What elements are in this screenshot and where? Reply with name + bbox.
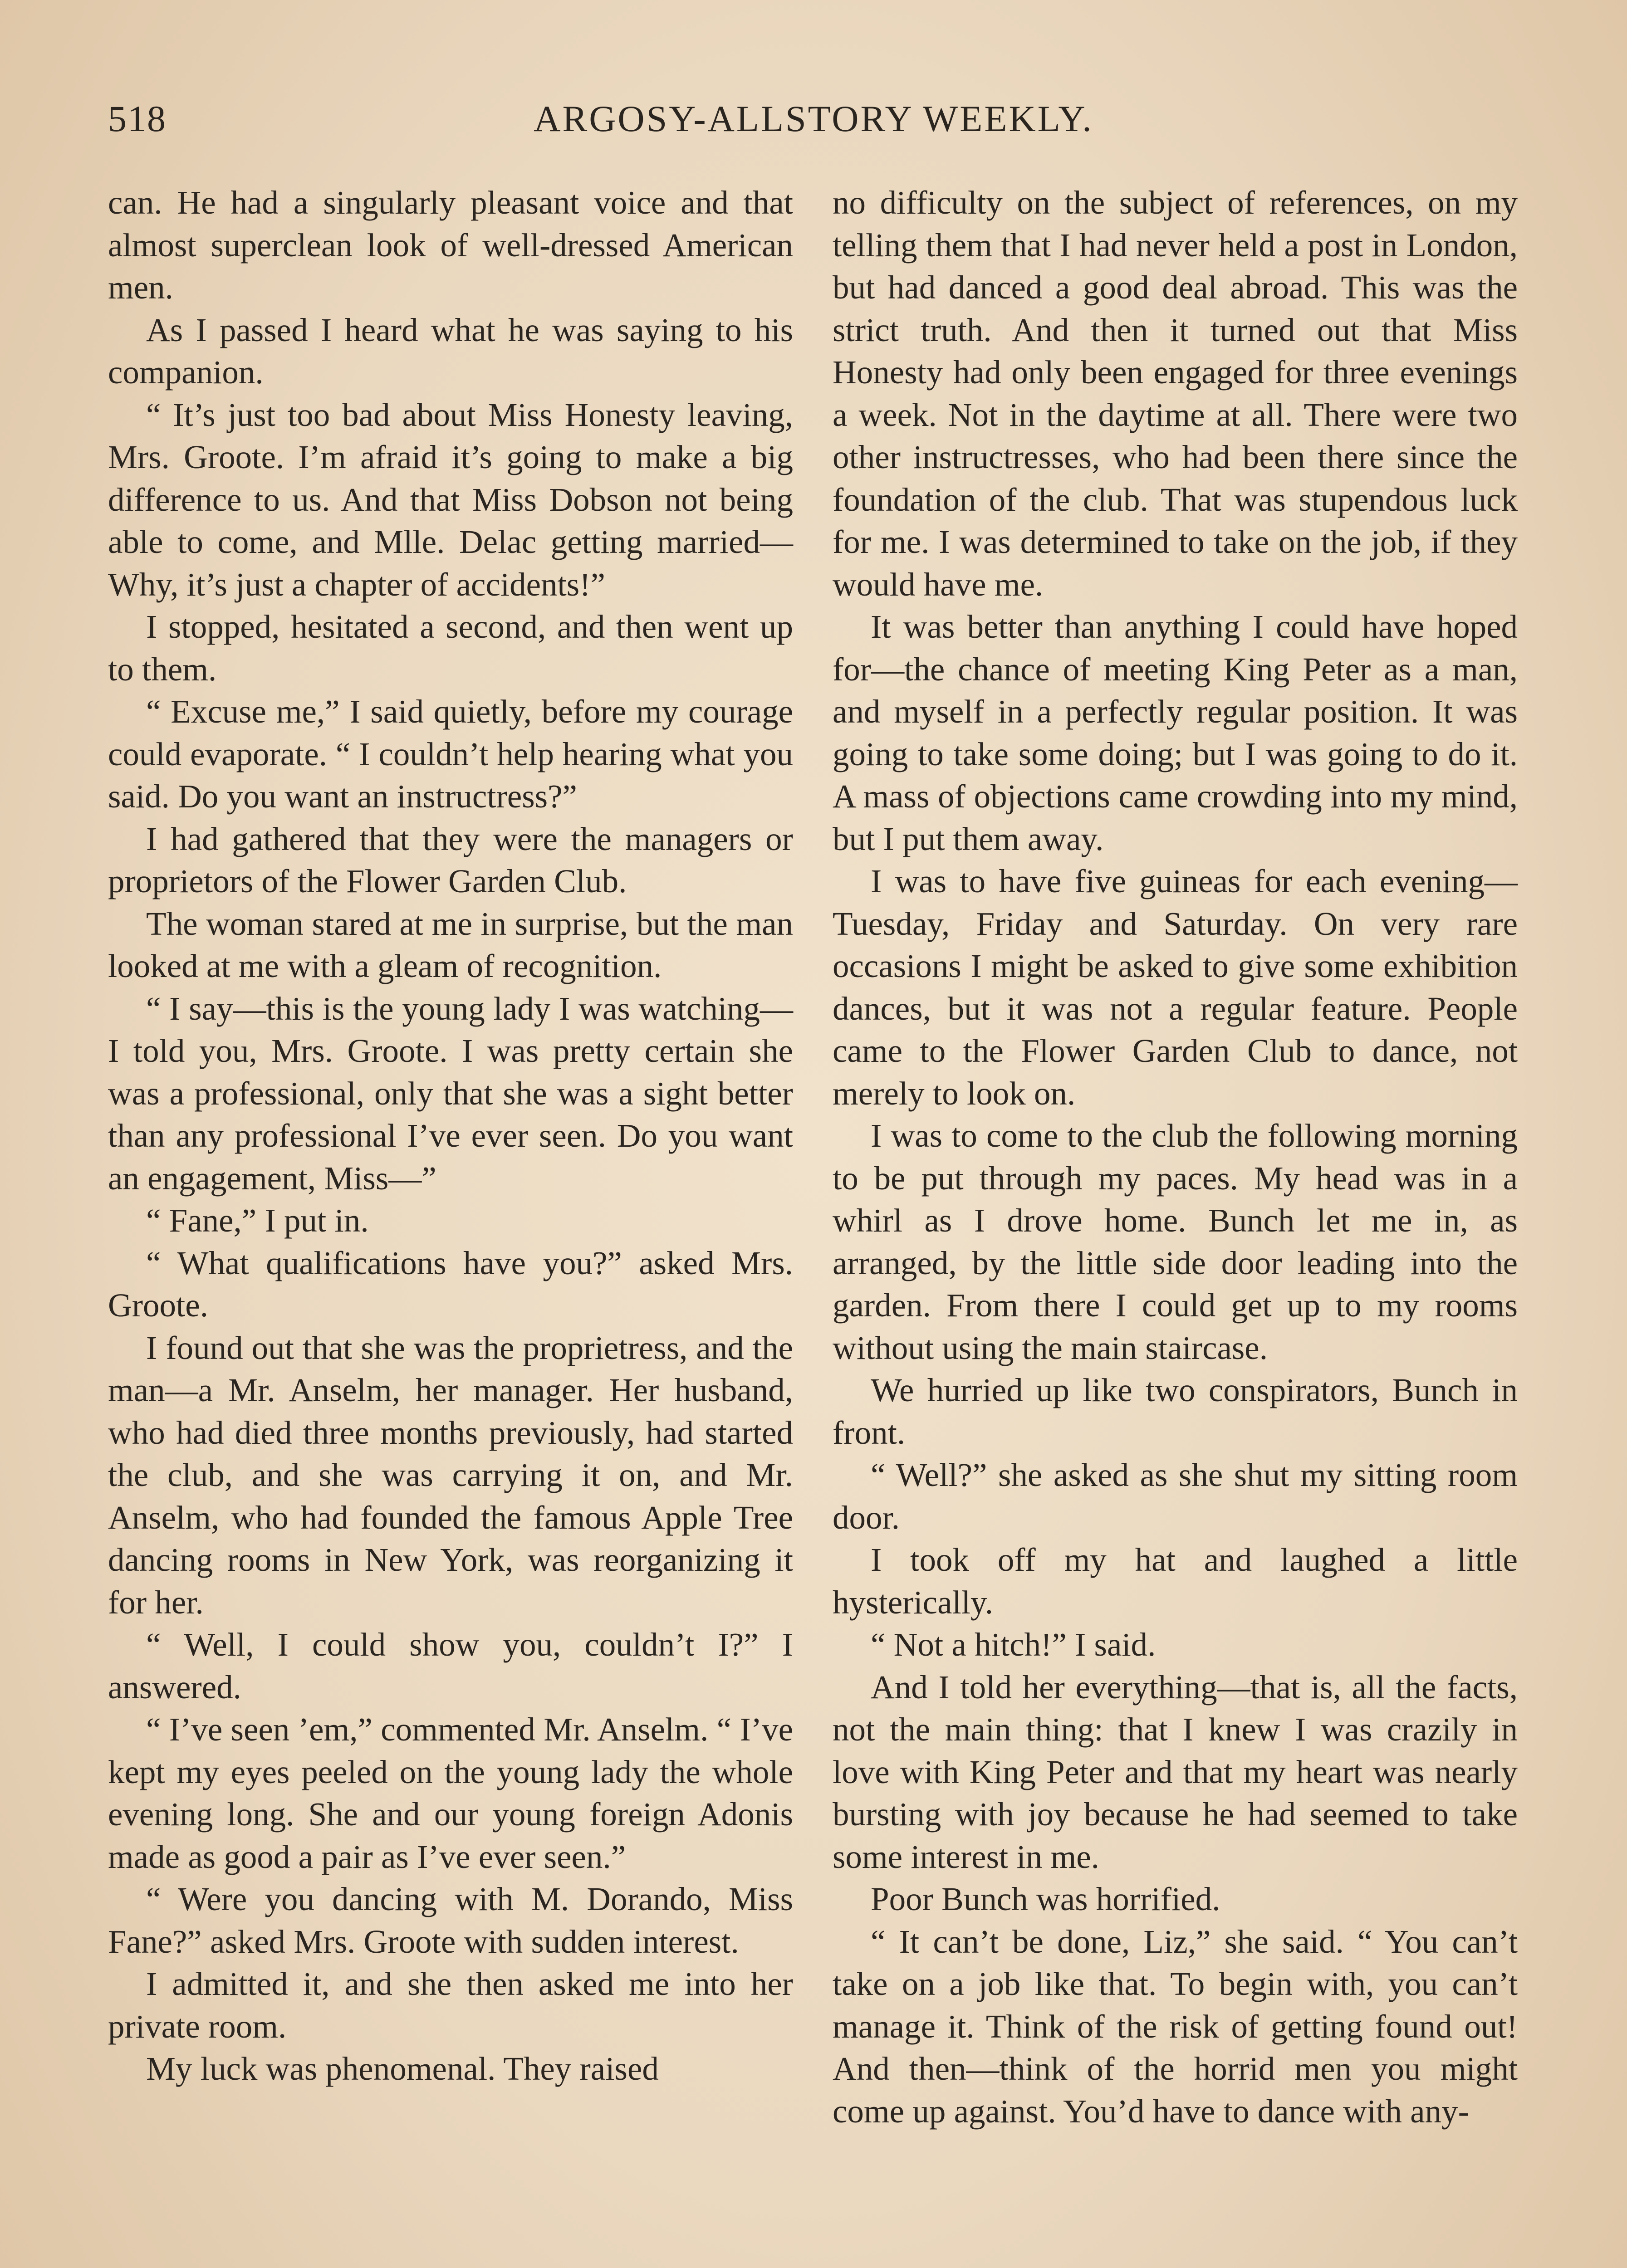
paragraph: I had gathered that they were the managers or proprietors of the Flower Garden Club. <box>108 820 793 899</box>
paragraph: I was to come to the club the following morning to be put through my paces. My head was in a whirl as I drove home. Bunch let me in, as arranged, by the little side door leading into the garden. From there I could get up to my rooms without using the main staircase. <box>833 1117 1518 1366</box>
paragraph: “ Fane,” I put in. <box>146 1202 369 1239</box>
running-title: ARGOSY-ALLSTORY WEEKLY. <box>534 98 1093 139</box>
page-header <box>108 98 1519 147</box>
paragraph: And I told her everything—that is, all the facts, not the main thing: that I knew I was crazily in love with King Peter and that my heart was nearly bursting with joy because he had seemed to take some interest in me. <box>833 1668 1518 1875</box>
paragraph: “ I’ve seen ’em,” commented Mr. Anselm. “ I’ve kept my eyes peeled on the young lady the whole evening long. She and our young foreign Adonis made as good a pair as I’ve ever seen.” <box>108 1711 793 1875</box>
paragraph: It was better than anything I could have hoped for—the chance of meeting King Peter as a man, and myself in a perfectly regular position. It was going to take some doing; but I was going to do it. A mass of objections came crowding into my mind, but I put them away. <box>833 608 1518 857</box>
left-column <box>108 181 793 2090</box>
page-number: 518 <box>108 98 167 139</box>
paragraph: I found out that she was the proprietress, and the man—a Mr. Anselm, her manager. Her husband, who had died three months previously, had started the club, and she was carrying it on, and Mr. Anselm, who had founded the famous Apple Tree dancing rooms in New York, was reorganizing it for her. <box>108 1329 793 1621</box>
paragraph: “ Excuse me,” I said quietly, before my courage could evaporate. “ I couldn’t help hearing what you said. Do you want an instructress?” <box>108 693 793 815</box>
paragraph: no difficulty on the subject of references, on my telling them that I had never held a post in London, but had danced a good deal abroad. This was the strict truth. And then it turned out that Miss Honesty had only been engaged for three evenings a week. Not in the daytime at all. There were two other instructresses, who had been there since the foundation of the club. That was stupendous luck for me. I was determined to take on the job, if they would have me. <box>833 184 1518 603</box>
paragraph: “ What qualifications have you?” asked Mrs. Groote. <box>108 1244 793 1324</box>
paragraph: As I passed I heard what he was saying to his companion. <box>108 311 793 391</box>
paragraph: My luck was phenomenal. They raised <box>146 2050 659 2087</box>
paragraph: “ I say—this is the young lady I was watching—I told you, Mrs. Groote. I was pretty certain she was a professional, only that she was a sight better than any professional I’ve ever seen. Do you want an engagement, Miss—” <box>108 990 793 1197</box>
paragraph: I admitted it, and she then asked me into her private room. <box>108 1965 793 2045</box>
paragraph: I stopped, hesitated a second, and then went up to them. <box>108 608 793 688</box>
paragraph: “ It can’t be done, Liz,” she said. “ You can’t take on a job like that. To begin with, you can’t manage it. Think of the risk of getting found out! And then—think of the horrid men you might come up against. You’d have to dance with any- <box>833 1923 1518 2130</box>
paragraph: “ Were you dancing with M. Dorando, Miss Fane?” asked Mrs. Groote with sudden interest. <box>108 1881 793 1960</box>
paragraph: Poor Bunch was horrified. <box>871 1881 1220 1917</box>
paragraph: “ Well?” she asked as she shut my sitting room door. <box>833 1457 1518 1536</box>
paragraph: “ It’s just too bad about Miss Honesty leaving, Mrs. Groote. I’m afraid it’s going to make a big difference to us. And that Miss Dobson not being able to come, and Mlle. Delac getting married— Why, it’s just a chapter of accidents!” <box>108 396 793 603</box>
paragraph: “ Not a hitch!” I said. <box>871 1626 1156 1663</box>
paragraph: can. He had a singularly pleasant voice and that almost superclean look of well-dressed American men. <box>108 184 793 306</box>
paragraph: I took off my hat and laughed a little hysterically. <box>833 1541 1518 1621</box>
paragraph: I was to have five guineas for each evening—Tuesday, Friday and Saturday. On very rare occasions I might be asked to give some exhibition dances, but it was not a regular feature. People came to the Flower Garden Club to dance, not merely to look on. <box>833 863 1518 1112</box>
paragraph: We hurried up like two conspirators, Bunch in front. <box>833 1372 1518 1451</box>
paragraph: The woman stared at me in surprise, but the man looked at me with a gleam of recognition. <box>108 905 793 984</box>
paragraph: “ Well, I could show you, couldn’t I?” I answered. <box>108 1626 793 1706</box>
right-column <box>833 181 1518 2132</box>
